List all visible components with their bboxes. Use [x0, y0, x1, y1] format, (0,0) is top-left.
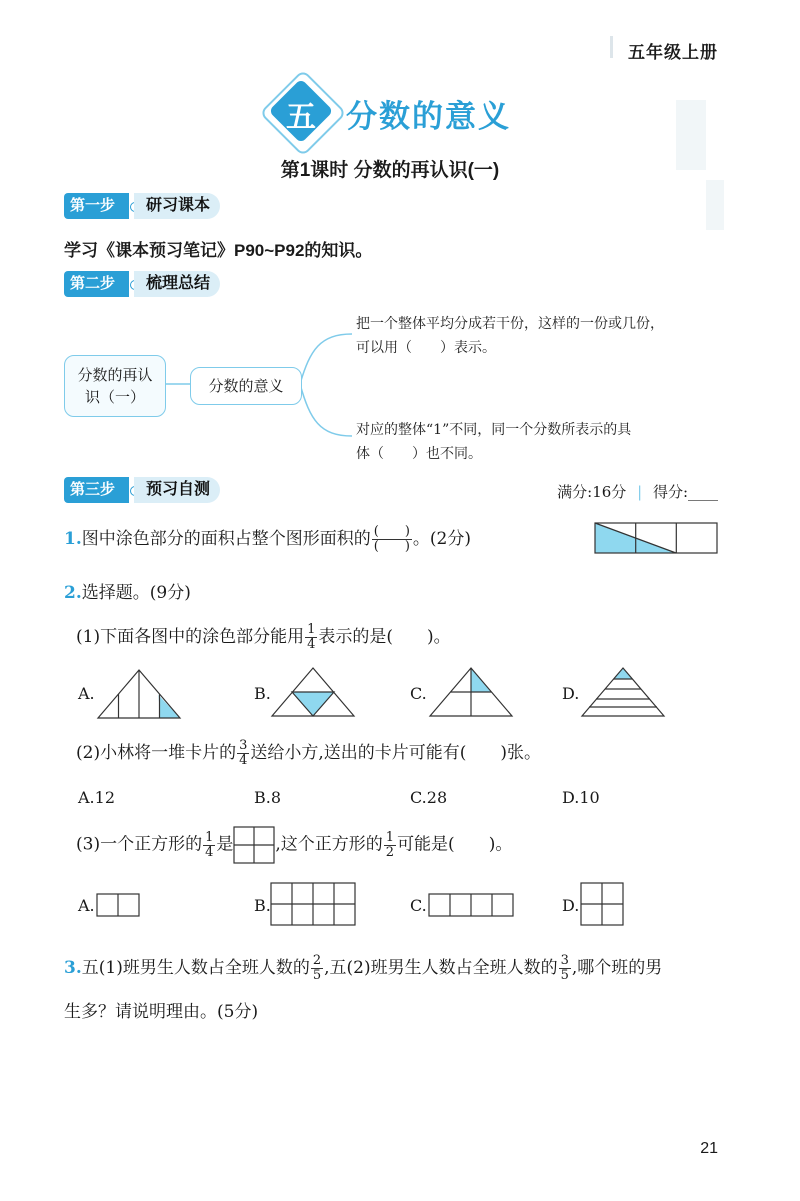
option-item[interactable]: A.12 [78, 788, 115, 807]
option-item[interactable]: C.28 [410, 788, 448, 807]
option-label[interactable]: C. [410, 684, 427, 703]
step3-tag: 第三步 [64, 477, 129, 503]
mindmap-note-1: 把一个整体平均分成若干份，这样的一份或几份， 可以用（ ）表示。 [356, 316, 664, 356]
question-2-part2: (2)小林将一堆卡片的 $\frac{3}{4}$ 送给小方,送出的卡片可能有( )张。 [76, 738, 542, 768]
mindmap-root-line1: 分数的再认 [77, 366, 153, 384]
lesson-title: 第1课时 分数的再认识(一) [280, 160, 500, 181]
question-3: 3.五(1)班男生人数占全班人数的 $\frac{2}{5}$ ,五(2)班男生人数占全班人数的 $\frac{3}{5}$ ,哪个班的男 生多？请说明理由。(5分) [64, 953, 663, 1022]
mindmap-root [64, 355, 166, 417]
step2-header [64, 271, 234, 297]
option-c-grid[interactable] [428, 893, 514, 917]
mindmap-branch: 分数的意义 [190, 367, 302, 405]
option-a-triangle[interactable] [96, 668, 182, 720]
question-1: 1.图中涂色部分的面积占整个图形面积的 $\frac{( )}{( )}$ 。(2分) [64, 524, 471, 554]
option-item[interactable]: B.8 [254, 788, 282, 807]
option-d-grid[interactable] [580, 882, 624, 926]
option-a-grid[interactable] [96, 893, 140, 917]
score-box: 满分:16分 | 得分:____ [557, 483, 718, 501]
step2-label: 梳理总结 [134, 271, 220, 297]
answer-fraction: $\frac{( )}{( )}$ [373, 524, 410, 554]
option-label[interactable]: A. [78, 896, 95, 915]
option-label[interactable]: C. [410, 896, 427, 915]
option-label[interactable]: B. [254, 896, 271, 915]
unit-number: 五 [286, 101, 316, 134]
option-item[interactable]: D.10 [562, 788, 600, 807]
option-b-grid[interactable] [270, 882, 356, 926]
step1-text: 学习《课本预习笔记》P90~P92的知识。 [64, 241, 373, 260]
option-label[interactable]: B. [254, 684, 271, 703]
option-c-triangle[interactable] [428, 666, 514, 718]
step3-header [64, 477, 234, 503]
page-number: 21 [700, 1140, 718, 1157]
step1-label: 研习课本 [134, 193, 220, 219]
step2-tag: 第二步 [64, 271, 129, 297]
option-b-triangle[interactable] [270, 666, 356, 718]
unit-title: 分数的意义 [346, 99, 511, 134]
mindmap-note-2: 对应的整体“1”不同，同一个分数所表示的具 体（ ）也不同。 [356, 422, 632, 462]
grade-label: 五年级上册 [628, 43, 718, 62]
q1-figure [594, 522, 718, 554]
option-label[interactable]: D. [562, 896, 580, 915]
question-2-part1: (1)下面各图中的涂色部分能用 $\frac{1}{4}$ 表示的是( )。 [76, 622, 451, 652]
header-bar [610, 36, 613, 58]
option-label[interactable]: A. [78, 684, 95, 703]
step1-header [64, 193, 234, 219]
question-2-part3: (3)一个正方形的 $\frac{1}{4}$ 是 ,这个正方形的 $\frac{1}{2}$ 可能是( )。 [76, 826, 512, 864]
option-d-triangle[interactable] [580, 666, 666, 718]
option-label[interactable]: D. [562, 684, 580, 703]
question-2-title: 2.选择题。(9分) [64, 583, 191, 603]
step1-tag: 第一步 [64, 193, 129, 219]
got-score: 得分:____ [652, 483, 718, 501]
mindmap-root-line2: 识（一） [84, 388, 145, 406]
step3-label: 预习自测 [134, 477, 220, 503]
decoration-block [706, 180, 724, 230]
small-square-figure [233, 826, 275, 864]
full-score: 满分:16分 [557, 483, 627, 501]
